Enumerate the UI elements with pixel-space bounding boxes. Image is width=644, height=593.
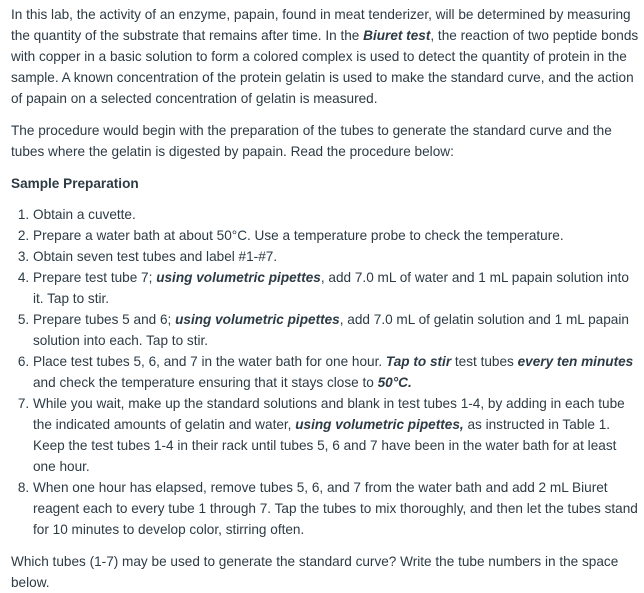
step-6-emphasis-3: 50°C. — [377, 375, 412, 390]
section-heading: Sample Preparation — [11, 176, 139, 191]
step-2-text: Prepare a water bath at about 50°C. Use a temperature probe to check the temperature. — [33, 228, 564, 243]
step-3 — [33, 246, 642, 267]
intro-paragraph — [11, 4, 642, 109]
step-6-emphasis-1: Tap to stir — [385, 354, 452, 369]
step-5-text-c: , add 7.0 mL of gelatin solution and 1 mL papain solution into each. Tap to stir. — [33, 312, 629, 348]
step-1-text: Obtain a cuvette. — [33, 207, 136, 222]
step-8 — [33, 477, 642, 540]
step-5-text-a: Prepare tubes 5 and 6; — [33, 312, 176, 327]
step-6-text-c: test tubes — [451, 354, 518, 369]
step-7 — [33, 393, 642, 477]
step-6-emphasis-2: every ten minutes — [517, 354, 634, 369]
step-4-emphasis: using volumetric pipettes — [156, 270, 321, 285]
step-4-text-a: Prepare test tube 7; — [33, 270, 157, 285]
intro-text-a: In this lab, the activity of an enzyme, papain, found in meat tenderizer, will be determined by measuring the quantity of the substrate that remains after time. In the — [11, 7, 631, 43]
step-7-emphasis: using volumetric pipettes, — [295, 417, 464, 432]
step-6-text-e: and check the temperature ensuring that it stays close to — [33, 375, 378, 390]
procedure-steps-list — [11, 204, 642, 540]
step-7-text-a: While you wait, make up the standard solutions and blank in test tubes 1-4, by adding in each tube the indicated amounts of gelatin and water, — [33, 396, 625, 432]
question-prompt: Which tubes (1-7) may be used to generate the standard curve? Write the tube numbers in the space below. — [11, 554, 619, 590]
intro-text-c: , the reaction of two peptide bonds with copper in a basic solution to form a colored complex is used to detect the quantity of protein in the sample. A known concentration of the protein gelatin is used to make the standard curve, and the action of papain on a selected concentration of gelatin is measured. — [11, 28, 639, 106]
biuret-test-term: Biuret test — [363, 28, 431, 43]
procedure-intro-paragraph: The procedure would begin with the preparation of the tubes to generate the standard curve and the tubes where the gelatin is digested by papain. Read the procedure below: — [11, 123, 612, 159]
step-2 — [33, 225, 642, 246]
step-1 — [33, 204, 642, 225]
step-6 — [33, 351, 642, 393]
step-8-text: When one hour has elapsed, remove tubes 5, 6, and 7 from the water bath and add 2 mL Biuret reagent each to every tube 1 through 7. Tap the tubes to mix thoroughly, and then let the tubes stand for 10 minutes to develop color, stirring often. — [33, 480, 638, 537]
step-5 — [33, 309, 642, 351]
step-7-text-c: as instructed in Table 1. Keep the test tubes 1-4 in their rack until tubes 5, 6 and 7 have been in the water bath for at least one hour. — [33, 417, 617, 474]
step-4 — [33, 267, 642, 309]
step-6-text-a: Place test tubes 5, 6, and 7 in the water bath for one hour. — [33, 354, 386, 369]
step-3-text: Obtain seven test tubes and label #1-#7. — [33, 249, 278, 264]
step-5-emphasis: using volumetric pipettes — [175, 312, 340, 327]
step-4-text-c: , add 7.0 mL of water and 1 mL papain solution into it. Tap to stir. — [33, 270, 629, 306]
